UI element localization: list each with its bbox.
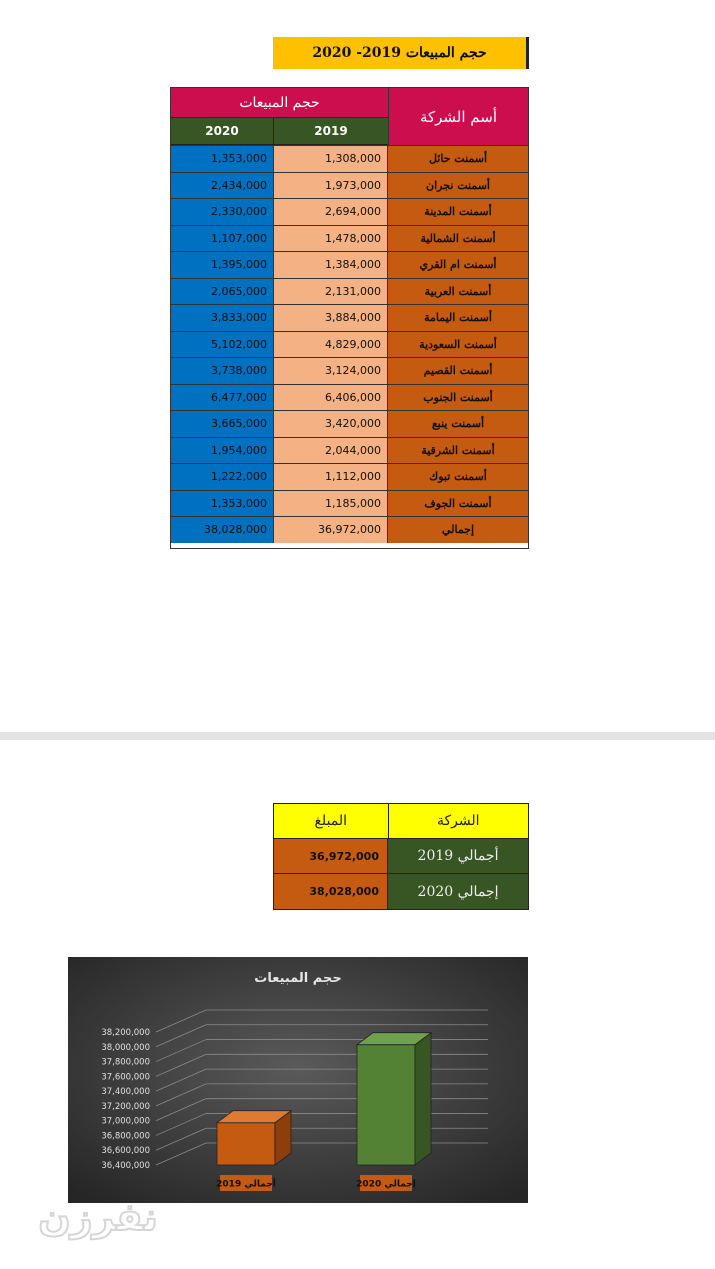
- summary-name-2019: أجمالي 2019: [388, 839, 528, 873]
- table-row: [171, 463, 528, 490]
- cell-company-name: أسمنت القصيم: [388, 358, 528, 384]
- table-row: [171, 437, 528, 464]
- cell-company-name: أسمنت العربية: [388, 279, 528, 305]
- table-row: [171, 145, 528, 172]
- cell-company-name: أسمنت ينبع: [388, 411, 528, 437]
- cell-2020: 1,353,000: [171, 146, 274, 172]
- table-row: [171, 331, 528, 358]
- cell-company-name: أسمنت نجران: [388, 173, 528, 199]
- summary-table: [273, 803, 529, 910]
- summary-amount-2020: 38,028,000: [274, 874, 388, 909]
- cell-2019: 2,131,000: [274, 279, 388, 305]
- y-tick-label: 36,800,000: [101, 1131, 150, 1142]
- sales-chart: [68, 957, 528, 1203]
- summary-header-amount: المبلغ: [274, 804, 389, 838]
- y-tick-label: 37,800,000: [101, 1057, 150, 1068]
- cell-2019: 3,884,000: [274, 305, 388, 331]
- summary-name-2020: إجمالي 2020: [388, 874, 528, 909]
- cell-company-name: أسمنت المدينة: [388, 199, 528, 225]
- y-tick-label: 37,000,000: [101, 1116, 150, 1127]
- summary-amount-2019: 36,972,000: [274, 839, 388, 873]
- bar-front: [217, 1123, 275, 1165]
- cell-company-name: أسمنت ام القري: [388, 252, 528, 278]
- cell-company-name: أسمنت الجوف: [388, 491, 528, 517]
- cell-2019: 4,829,000: [274, 332, 388, 358]
- y-tick-label: 38,200,000: [101, 1028, 150, 1038]
- table-row: [171, 278, 528, 305]
- bar-front: [357, 1045, 415, 1165]
- y-tick-label: 37,600,000: [101, 1072, 150, 1083]
- y-tick-label: 37,200,000: [101, 1101, 150, 1112]
- table-body: [171, 145, 528, 543]
- y-tick-label: 36,400,000: [101, 1161, 150, 1171]
- cell-2020: 38,028,000: [171, 517, 274, 543]
- cell-2020: 2,330,000: [171, 199, 274, 225]
- header-year-2020: 2020: [171, 118, 274, 145]
- cell-2019: 3,420,000: [274, 411, 388, 437]
- cell-company-name: أسمنت الشرقية: [388, 438, 528, 464]
- table-row: [171, 516, 528, 543]
- cell-2019: 36,972,000: [274, 517, 388, 543]
- table-row: [171, 225, 528, 252]
- chart-title: حجم المبيعات: [254, 971, 342, 986]
- bar-side: [415, 1033, 431, 1165]
- table-row: [171, 172, 528, 199]
- y-tick-label: 38,000,000: [101, 1042, 150, 1053]
- page-separator: [0, 732, 715, 740]
- cell-2020: 3,738,000: [171, 358, 274, 384]
- cell-2020: 2,434,000: [171, 173, 274, 199]
- cell-2020: 1,954,000: [171, 438, 274, 464]
- cell-2020: 5,102,000: [171, 332, 274, 358]
- page-title: حجم المبيعات 2019- 2020: [273, 37, 529, 69]
- header-company-name: أسم الشركة: [388, 88, 528, 145]
- sales-table: [170, 87, 529, 549]
- table-row: [171, 410, 528, 437]
- summary-header-row: [274, 804, 528, 839]
- cell-2019: 3,124,000: [274, 358, 388, 384]
- y-tick-label: 36,600,000: [101, 1146, 150, 1157]
- cell-2020: 1,353,000: [171, 491, 274, 517]
- cell-2019: 2,044,000: [274, 438, 388, 464]
- cell-company-name: أسمنت حائل: [388, 146, 528, 172]
- cell-company-name: أسمنت السعودية: [388, 332, 528, 358]
- summary-row-2020: [274, 874, 528, 909]
- cell-2020: 3,833,000: [171, 305, 274, 331]
- cell-2019: 1,478,000: [274, 226, 388, 252]
- summary-header-company: الشركة: [389, 804, 528, 838]
- cell-2019: 1,112,000: [274, 464, 388, 490]
- header-year-2019: 2019: [274, 118, 388, 145]
- watermark-text: نفرزن: [38, 1195, 158, 1239]
- cell-company-name: أسمنت تبوك: [388, 464, 528, 490]
- bar-0: [217, 1111, 291, 1165]
- table-row: [171, 357, 528, 384]
- table-row: [171, 384, 528, 411]
- cell-2019: 2,694,000: [274, 199, 388, 225]
- bar-1: [357, 1033, 431, 1165]
- cell-2020: 2,065,000: [171, 279, 274, 305]
- cell-company-name: إجمالي: [388, 517, 528, 543]
- cell-company-name: أسمنت اليمامة: [388, 305, 528, 331]
- cell-2020: 1,222,000: [171, 464, 274, 490]
- cell-2020: 3,665,000: [171, 411, 274, 437]
- cell-2019: 6,406,000: [274, 385, 388, 411]
- cell-2020: 6,477,000: [171, 385, 274, 411]
- x-tick-label: إجمالي 2020: [356, 1179, 416, 1190]
- header-sales-volume: حجم المبيعات: [171, 88, 388, 118]
- watermark-logo: [28, 1188, 168, 1248]
- cell-2019: 1,973,000: [274, 173, 388, 199]
- table-row: [171, 304, 528, 331]
- cell-2019: 1,308,000: [274, 146, 388, 172]
- cell-2020: 1,395,000: [171, 252, 274, 278]
- table-row: [171, 490, 528, 517]
- cell-2020: 1,107,000: [171, 226, 274, 252]
- cell-company-name: أسمنت الشمالية: [388, 226, 528, 252]
- x-tick-label: أجمالي 2019: [216, 1179, 276, 1190]
- cell-2019: 1,384,000: [274, 252, 388, 278]
- table-row: [171, 251, 528, 278]
- y-tick-label: 37,400,000: [101, 1087, 150, 1098]
- cell-company-name: أسمنت الجنوب: [388, 385, 528, 411]
- cell-2019: 1,185,000: [274, 491, 388, 517]
- table-row: [171, 198, 528, 225]
- summary-row-2019: [274, 839, 528, 874]
